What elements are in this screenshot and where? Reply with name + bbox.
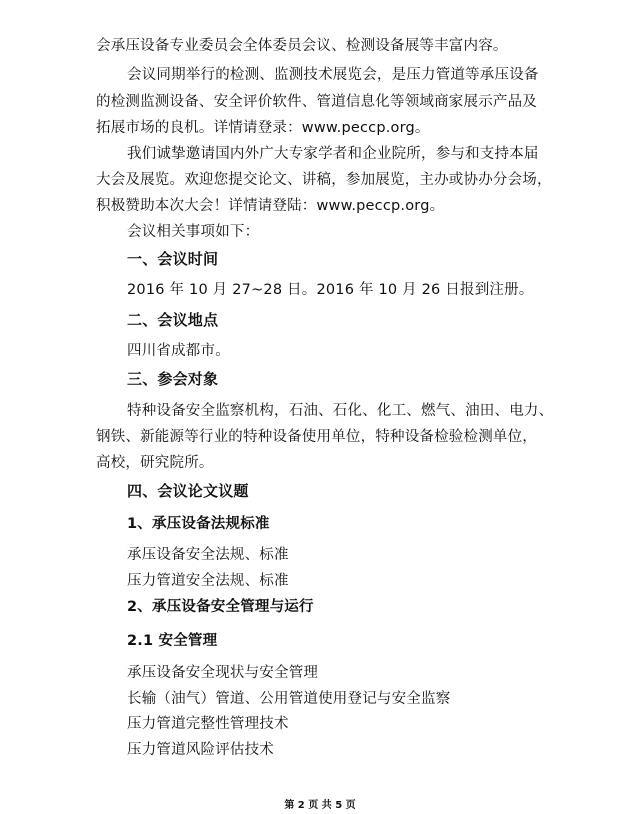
topic-heading-1: 1、承压设备法规标准 [127, 516, 270, 532]
intro-paragraph-line: 会承压设备专业委员会全体委员会议、检测设备展等丰富内容。 [96, 38, 508, 54]
section-heading-place: 二、会议地点 [127, 311, 219, 329]
topic-item: 压力管道安全法规、标准 [127, 573, 289, 589]
matters-intro-line: 会议相关事项如下： [127, 224, 260, 240]
section-text-attendees-line: 高校，研究院所。 [96, 455, 214, 471]
invitation-paragraph-line: 我们诚挚邀请国内外广大专家学者和企业院所，参与和支持本届 [127, 146, 539, 162]
section-text-place: 四川省成都市。 [127, 343, 230, 359]
topic-item: 承压设备安全现状与安全管理 [127, 665, 319, 681]
topic-item: 长输（油气）管道、公用管道使用登记与安全监察 [127, 691, 451, 707]
topic-item: 压力管道完整性管理技术 [127, 716, 289, 732]
section-text-attendees-line: 特种设备安全监察机构，石油、石化、化工、燃气、油田、电力、 [127, 403, 554, 419]
invitation-paragraph-line: 大会及展览。欢迎您提交论文、讲稿，参加展览，主办或协办分会场， [96, 172, 552, 188]
section-heading-time: 一、会议时间 [127, 250, 219, 268]
page-number: 第 2 页 共 5 页 [284, 800, 356, 811]
section-text-time: 2016 年 10 月 27~28 日。2016 年 10 月 26 日报到注册。 [127, 282, 534, 298]
section-text-attendees-line: 钢铁、新能源等行业的特种设备使用单位，特种设备检验检测单位， [96, 429, 537, 445]
topic-item: 承压设备安全法规、标准 [127, 547, 289, 563]
exhibition-paragraph-line: 拓展市场的良机。详情请登录：www.peccp.org。 [96, 120, 430, 136]
topic-item: 压力管道风险评估技术 [127, 742, 274, 758]
section-heading-attendees: 三、参会对象 [127, 370, 219, 388]
topic-heading-2-1: 2.1 安全管理 [127, 633, 218, 649]
topic-heading-2: 2、承压设备安全管理与运行 [127, 599, 314, 615]
section-heading-topics: 四、会议论文议题 [127, 482, 249, 500]
invitation-paragraph-line: 积极赞助本次大会！详情请登陆：www.peccp.org。 [96, 198, 445, 214]
exhibition-paragraph-line: 的检测监测设备、安全评价软件、管道信息化等领域商家展示产品及 [96, 94, 537, 110]
exhibition-paragraph-line: 会议同期举行的检测、监测技术展览会，是压力管道等承压设备 [127, 67, 539, 83]
